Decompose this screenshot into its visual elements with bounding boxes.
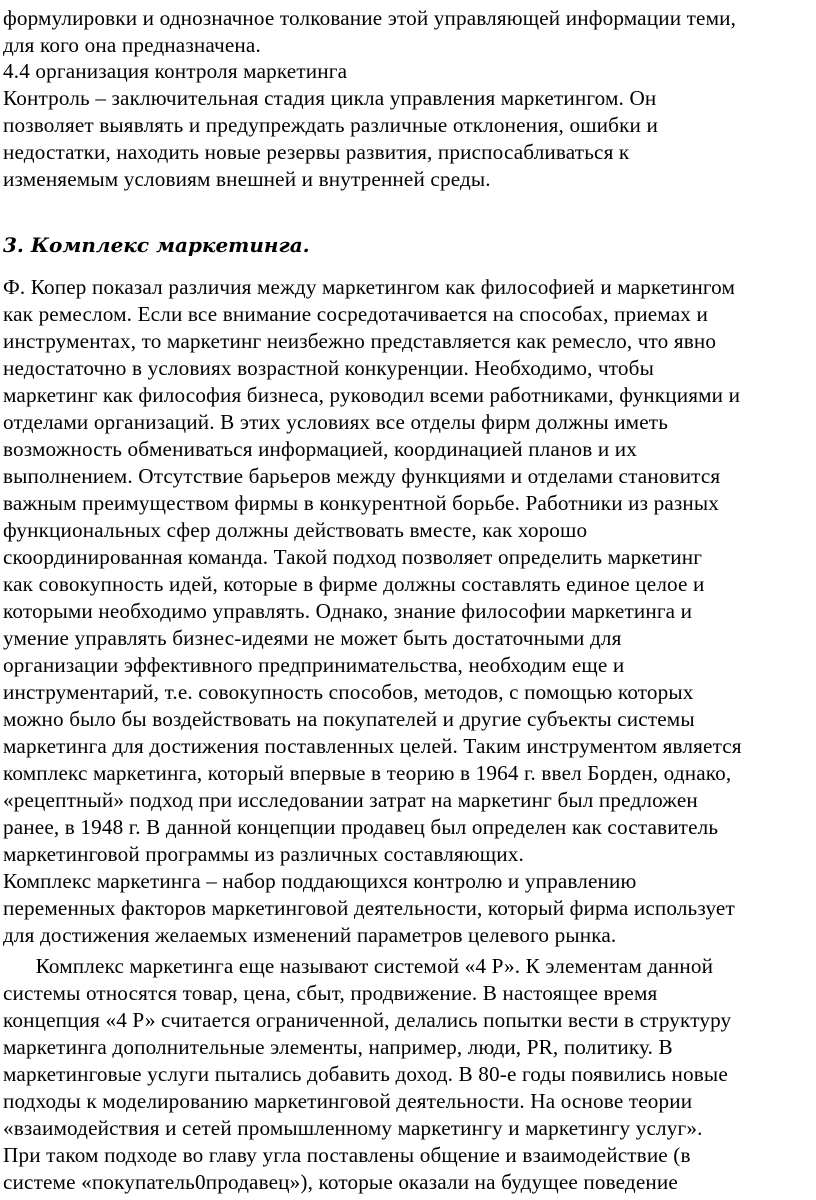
text-line: умение управлять бизнес-идеями не может быть достаточными для: [3, 626, 622, 650]
section-heading-4-4: 4.4 организация контроля маркетинга: [3, 59, 348, 83]
text-line: для кого она предназначена.: [3, 33, 261, 57]
text-line: «рецептный» подход при исследовании затрат на маркетинг был предложен: [3, 788, 698, 812]
text-line: выполнением. Отсутствие барьеров между функциями и отделами становится: [3, 464, 721, 488]
text-line: Комплекс маркетинга – набор поддающихся контролю и управлению: [3, 869, 637, 893]
text-line: маркетинговой программы из различных составляющих.: [3, 842, 524, 866]
text-line: маркетинга дополнительные элементы, например, люди, PR, политику. В: [3, 1035, 673, 1059]
text-line: недостатки, находить новые резервы развития, приспосабливаться к: [3, 140, 630, 164]
text-line: которыми необходимо управлять. Однако, знание философии маркетинга и: [3, 599, 693, 623]
text-line: подходы к моделированию маркетинговой деятельности. На основе теории: [3, 1089, 693, 1113]
text-line: инструментах, то маркетинг неизбежно представляется как ремесло, что явно: [3, 329, 717, 353]
text-line: функциональных сфер должны действовать вместе, как хорошо: [3, 518, 588, 542]
text-line: как совокупность идей, которые в фирме должны составлять единое целое и: [3, 572, 705, 596]
text-line: системы относятся товар, цена, сбыт, продвижение. В настоящее время: [3, 981, 658, 1005]
text-line: маркетинговые услуги пытались добавить доход. В 80-е годы появились новые: [3, 1062, 728, 1086]
text-line: концепция «4 Р» считается ограниченной, делались попытки вести в структуру: [3, 1008, 732, 1032]
text-line: маркетинг как философия бизнеса, руководил всеми работниками, функциями и: [3, 383, 741, 407]
text-line: возможность обмениваться информацией, координацией планов и их: [3, 437, 637, 461]
text-line: Комплекс маркетинга еще называют системой «4 Р». К элементам данной: [3, 954, 714, 978]
text-line: маркетинга для достижения поставленных целей. Таким инструментом является: [3, 734, 742, 758]
text-line: переменных факторов маркетинговой деятельности, который фирма использует: [3, 896, 735, 920]
text-line: Контроль – заключительная стадия цикла управления маркетингом. Он: [3, 86, 657, 110]
text-line: инструментарий, т.е. совокупность способов, методов, с помощью которых: [3, 680, 694, 704]
text-line: можно было бы воздействовать на покупателей и другие субъекты системы: [3, 707, 695, 731]
text-line: для достижения желаемых изменений параметров целевого рынка.: [3, 923, 617, 947]
text-line: формулировки и однозначное толкование этой управляющей информации теми,: [3, 6, 737, 30]
text-line: комплекс маркетинга, который впервые в теорию в 1964 г. ввел Борден, однако,: [3, 761, 732, 785]
text-line: недостаточно в условиях возрастной конкуренции. Необходимо, чтобы: [3, 356, 654, 380]
text-line: изменяемым условиям внешней и внутренней среды.: [3, 167, 491, 191]
text-line: «взаимодействия и сетей промышленному маркетингу и маркетингу услуг».: [3, 1116, 703, 1140]
text-line: позволяет выявлять и предупреждать различные отклонения, ошибки и: [3, 113, 658, 137]
text-line: скоординированная команда. Такой подход позволяет определить маркетинг: [3, 545, 703, 569]
text-line: системе «покупатель0продавец»), которые оказали на будущее поведение: [3, 1170, 678, 1194]
text-line: важным преимуществом фирмы в конкурентной борьбе. Работники из разных: [3, 491, 720, 515]
text-line: ранее, в 1948 г. В данной концепции продавец был определен как составитель: [3, 815, 719, 839]
text-line: Ф. Копер показал различия между маркетингом как философией и маркетингом: [3, 275, 736, 299]
text-line: При таком подходе во главу угла поставлены общение и взаимодействие (в: [3, 1143, 691, 1167]
text-line: организации эффективного предпринимательства, необходим еще и: [3, 653, 625, 677]
section-heading: 3. Комплекс маркетинга.: [3, 233, 310, 257]
text-line: как ремеслом. Если все внимание сосредотачивается на способах, приемах и: [3, 302, 708, 326]
text-line: отделами организаций. В этих условиях все отделы фирм должны иметь: [3, 410, 669, 434]
